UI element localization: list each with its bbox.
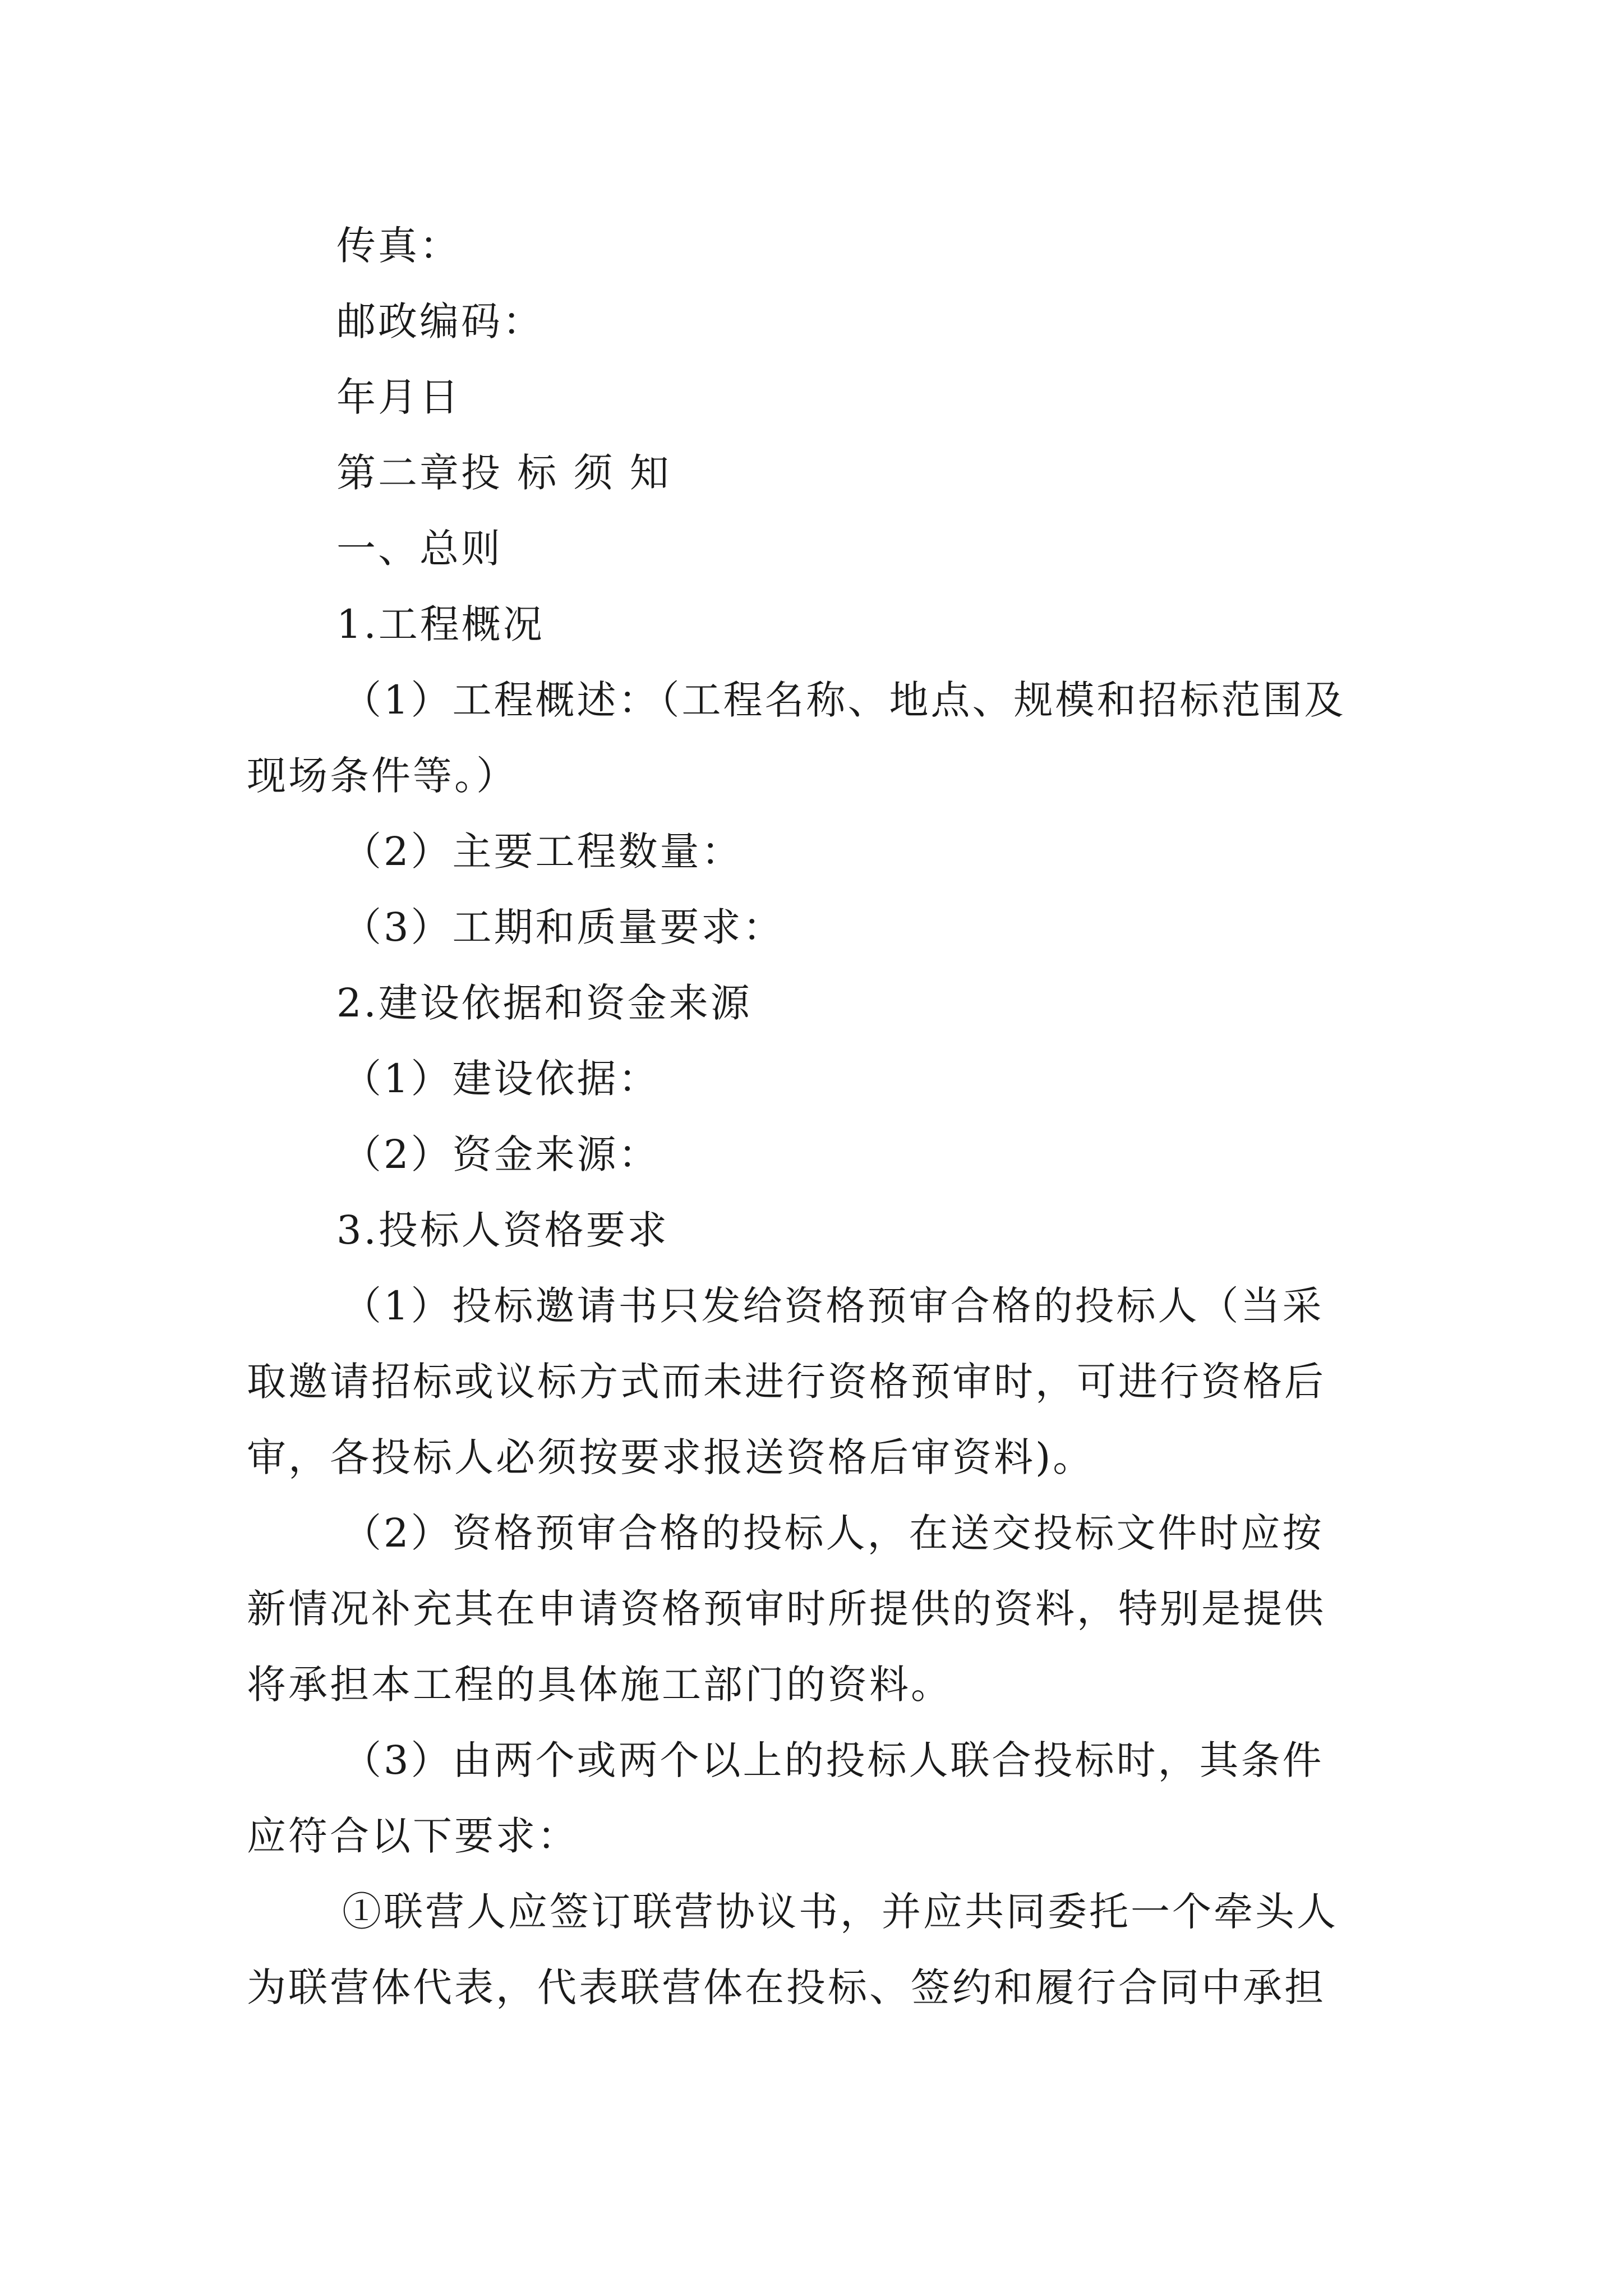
chapter-title: 第二章投 标 须 知 xyxy=(336,450,671,496)
fax-label: 传真： xyxy=(336,223,461,269)
paragraph-line: （1）建设依据： xyxy=(342,1056,660,1102)
clause-heading-project-overview: 1.工程概况 xyxy=(336,601,545,647)
paragraph-line: ①联营人应签订联营协议书，并应共同委托一个牵头人 xyxy=(342,1889,1338,1935)
paragraph-line: （2）资金来源： xyxy=(342,1131,660,1177)
paragraph-line: （2）资格预审合格的投标人，在送交投标文件时应按 xyxy=(342,1510,1324,1556)
paragraph-line: 现场条件等。） xyxy=(247,753,518,799)
paragraph-line: 应符合以下要求： xyxy=(247,1813,579,1859)
paragraph-line: （2）主要工程数量： xyxy=(342,829,743,875)
paragraph-line: 新情况补充其在申请资格预审时所提供的资料，特别是提供 xyxy=(247,1586,1326,1632)
paragraph-line: 取邀请招标或议标方式而未进行资格预审时，可进行资格后 xyxy=(247,1359,1326,1405)
section-title-general: 一、总则 xyxy=(336,526,502,572)
clause-heading-funding: 2.建设依据和资金来源 xyxy=(336,980,752,1026)
clause-heading-qualification: 3.投标人资格要求 xyxy=(336,1207,669,1253)
paragraph-line: 审，各投标人必须按要求报送资格后审资料)。 xyxy=(247,1434,1095,1480)
paragraph-line: 将承担本工程的具体施工部门的资料。 xyxy=(247,1662,952,1708)
paragraph-line: （1）工程概述：（工程名称、地点、规模和招标范围及 xyxy=(342,677,1346,723)
date-line: 年月日 xyxy=(336,374,461,420)
paragraph-line: （1）投标邀请书只发给资格预审合格的投标人（当采 xyxy=(342,1283,1324,1329)
paragraph-line: （3）由两个或两个以上的投标人联合投标时，其条件 xyxy=(342,1737,1324,1783)
paragraph-line: 为联营体代表，代表联营体在投标、签约和履行合同中承担 xyxy=(247,1964,1326,2010)
postal-code-label: 邮政编码： xyxy=(336,298,544,344)
paragraph-line: （3）工期和质量要求： xyxy=(342,904,785,950)
